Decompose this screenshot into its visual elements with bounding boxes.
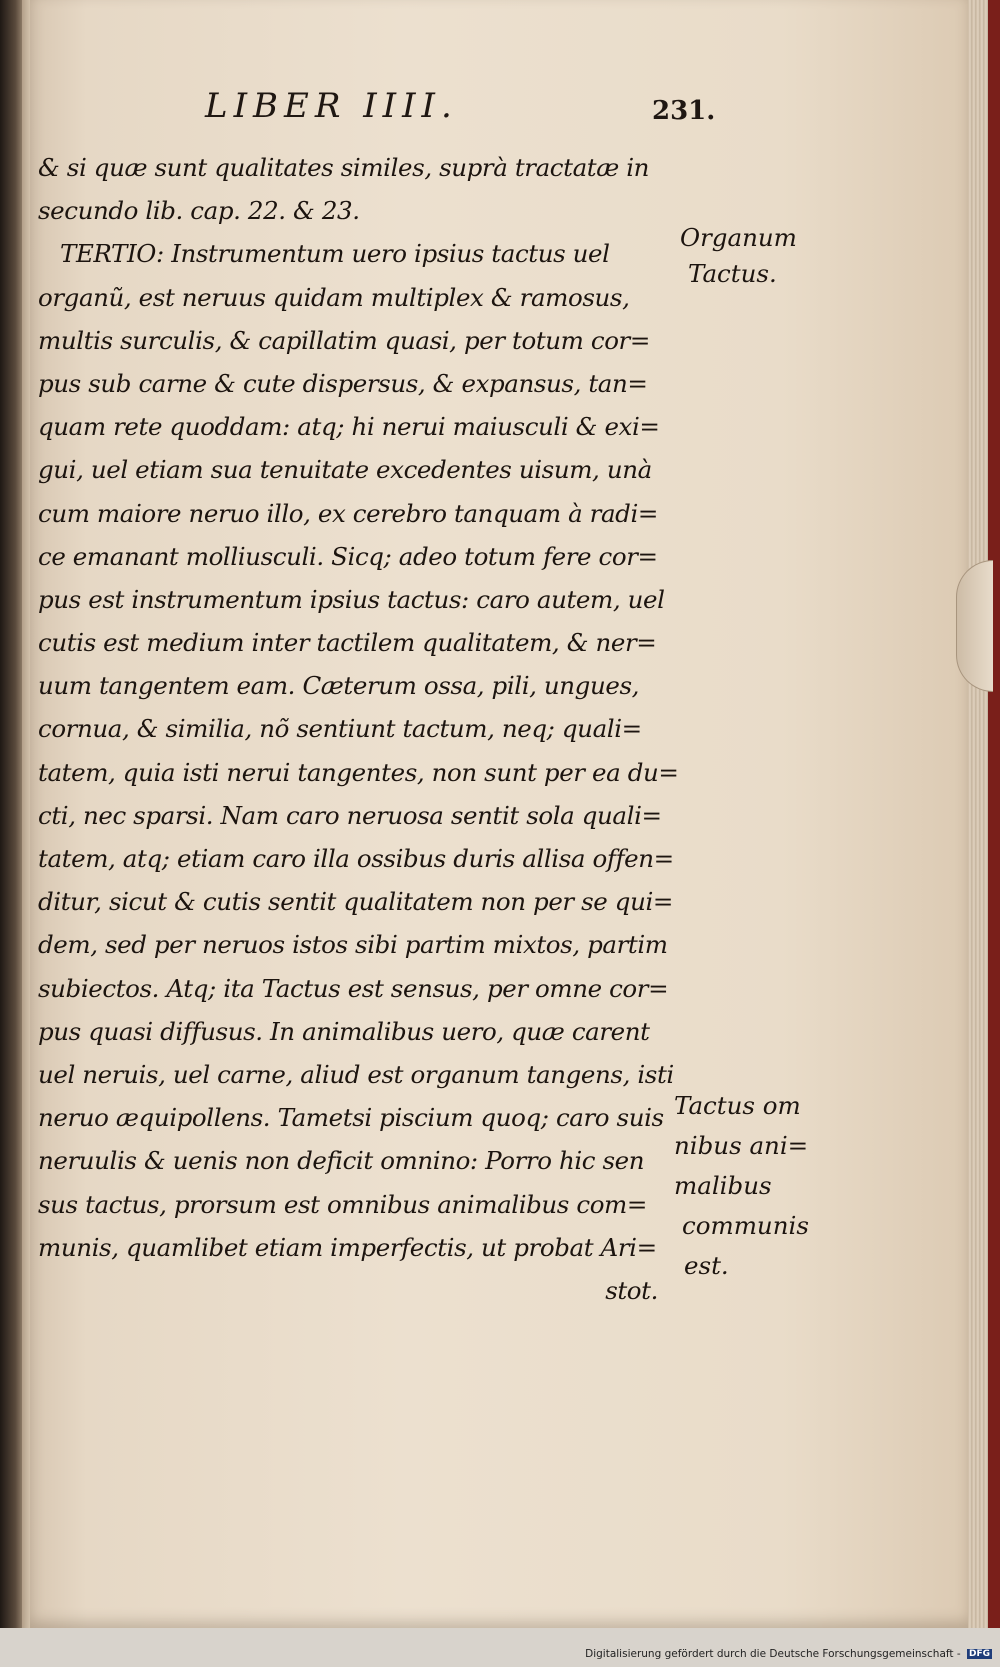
text-line: pus sub carne & cute dispersus, & expansus, tan= xyxy=(38,368,648,398)
book-cover-edge xyxy=(988,0,1000,1667)
text-line: tatem, quia isti nerui tangentes, non sunt per ea du= xyxy=(38,757,679,787)
text-line: cum maiore neruo illo, ex cerebro tanquam à radi= xyxy=(38,498,659,528)
text-line: organũ, est neruus quidam multiplex & ramosus, xyxy=(38,282,630,312)
text-line: uum tangentem eam. Cæterum ossa, pili, ungues, xyxy=(38,671,640,701)
text-line: ditur, sicut & cutis sentit qualitatem non per se qui= xyxy=(38,887,674,917)
text-line: quam rete quoddam: atq; hi nerui maiusculi & exi= xyxy=(38,412,660,442)
page-number: 231. xyxy=(652,96,716,126)
text-line: uel neruis, uel carne, aliud est organum tangens, isti xyxy=(38,1059,674,1089)
text-line: neruulis & uenis non deficit omnino: Porro hic sen xyxy=(38,1146,645,1176)
text-line: gui, uel etiam sua tenuitate excedentes uisum, unà xyxy=(38,455,652,485)
marginal-note-line: communis xyxy=(682,1211,809,1240)
text-line: cti, nec sparsi. Nam caro neruosa sentit sola quali= xyxy=(38,800,662,830)
marginal-note-line: est. xyxy=(684,1251,729,1280)
text-line: multis surculis, & capillatim quasi, per totum cor= xyxy=(38,325,650,355)
text-line: neruo æquipollens. Tametsi piscium quoq; caro suis xyxy=(38,1103,664,1133)
text-line: sus tactus, prorsum est omnibus animalibus com= xyxy=(38,1189,648,1219)
text-line: & si quæ sunt qualitates similes, suprà tractatæ in xyxy=(38,153,650,182)
digitization-credit-text: Digitalisierung gefördert durch die Deutsche Forschungsgemeinschaft - xyxy=(585,1648,961,1660)
text-line: dem, sed per neruos istos sibi partim mixtos, partim xyxy=(38,930,668,960)
text-line: tatem, atq; etiam caro illa ossibus duris allisa offen= xyxy=(38,844,674,873)
marginal-note-organum xyxy=(680,220,797,292)
main-text-block xyxy=(38,146,688,1312)
marginal-note-line: nibus ani= xyxy=(674,1131,809,1160)
text-line: secundo lib. cap. 22. & 23. xyxy=(38,196,360,226)
clasp-tab xyxy=(956,560,993,692)
text-line: pus est instrumentum ipsius tactus: caro autem, uel xyxy=(38,584,665,614)
text-line: cutis est medium inter tactilem qualitatem, & ner= xyxy=(38,628,657,658)
marginal-note-line: malibus xyxy=(674,1171,772,1200)
text-line: munis, quamlibet etiam imperfectis, ut probat Ari= xyxy=(38,1232,657,1262)
marginal-note-line: Organum xyxy=(680,223,797,252)
text-line: ce emanant molliusculi. Sicq; adeo totum fere cor= xyxy=(38,541,658,571)
text-line: cornua, & similia, nõ sentiunt tactum, neq; quali= xyxy=(38,714,642,744)
dfg-logo: DFG xyxy=(968,1649,990,1659)
marginal-note-tactus xyxy=(674,1086,809,1286)
marginal-note-line: Tactus. xyxy=(688,259,777,288)
text-line: pus quasi diffusus. In animalibus uero, quæ carent xyxy=(38,1016,650,1046)
running-head: LIBER IIII. xyxy=(205,86,458,126)
digitization-credit xyxy=(585,1648,992,1660)
text-line: TERTIO: Instrumentum uero ipsius tactus uel xyxy=(60,239,610,269)
book-spine xyxy=(0,0,22,1640)
text-line: subiectos. Atq; ita Tactus est sensus, per omne cor= xyxy=(38,973,669,1003)
marginal-note-line: Tactus om xyxy=(674,1091,801,1120)
text-line: stot. xyxy=(605,1275,658,1305)
